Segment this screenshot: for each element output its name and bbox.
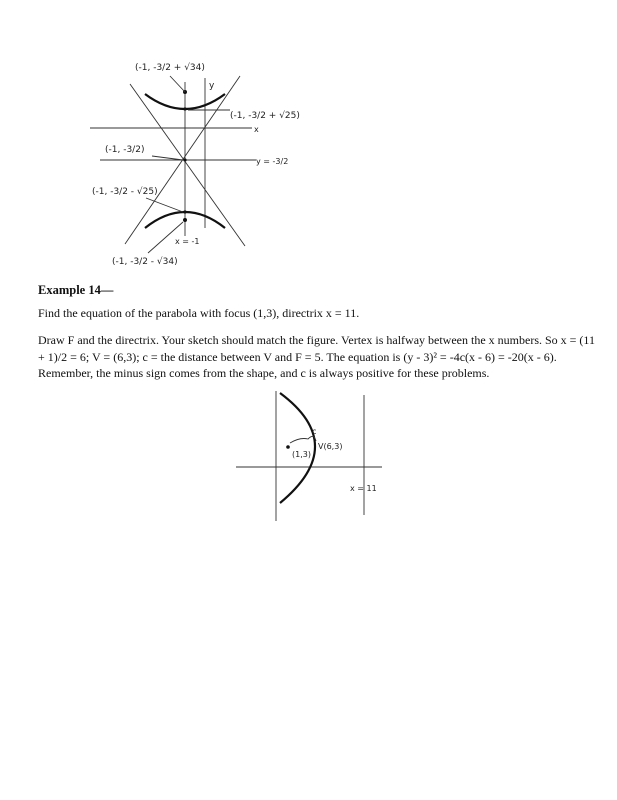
bottom-vertex-point — [183, 210, 186, 213]
bottom-focus-point — [183, 218, 187, 222]
label-vertex: V(6,3) — [318, 442, 343, 451]
label-c: c — [312, 427, 317, 436]
label-directrix: x = 11 — [350, 484, 377, 493]
label-bottom-focus: (-1, -3/2 - √34) — [112, 257, 178, 267]
example-title: Example 14— — [38, 283, 114, 297]
focus-point — [286, 445, 290, 449]
hyperbola-figure — [80, 48, 300, 273]
c-bracket — [290, 436, 316, 443]
label-bottom-vertex: (-1, -3/2 - √25) — [92, 187, 158, 197]
label-vertical-line: x = -1 — [175, 237, 200, 246]
label-focus: (1,3) — [292, 450, 311, 459]
problem-text: Find the equation of the parabola with focus (1,3), directrix x = 11. — [38, 306, 360, 320]
top-vertex-point — [183, 107, 186, 110]
label-horizontal-line: y = -3/2 — [256, 157, 289, 166]
label-top-vertex: (-1, -3/2 + √25) — [230, 111, 300, 121]
label-top-focus: (-1, -3/2 + √34) — [135, 63, 205, 73]
center-point — [183, 158, 186, 161]
parabola-curve — [280, 393, 315, 503]
label-center: (-1, -3/2) — [105, 145, 145, 155]
label-x-axis: x — [254, 125, 259, 134]
label-y-axis: y — [209, 81, 215, 91]
solution-text: Draw F and the directrix. Your sketch should match the figure. Vertex is halfway between the x numbers. So x = (11 + 1)/2 = 6; V = (6,3); c = the distance between V and F = 5. The equation is (y - 3)² = -4c(x - 6) = -20(x - 6). Remember, the minus sign comes from the shape, and c is always positive for these problems. — [38, 333, 595, 380]
parabola-figure — [230, 385, 390, 525]
